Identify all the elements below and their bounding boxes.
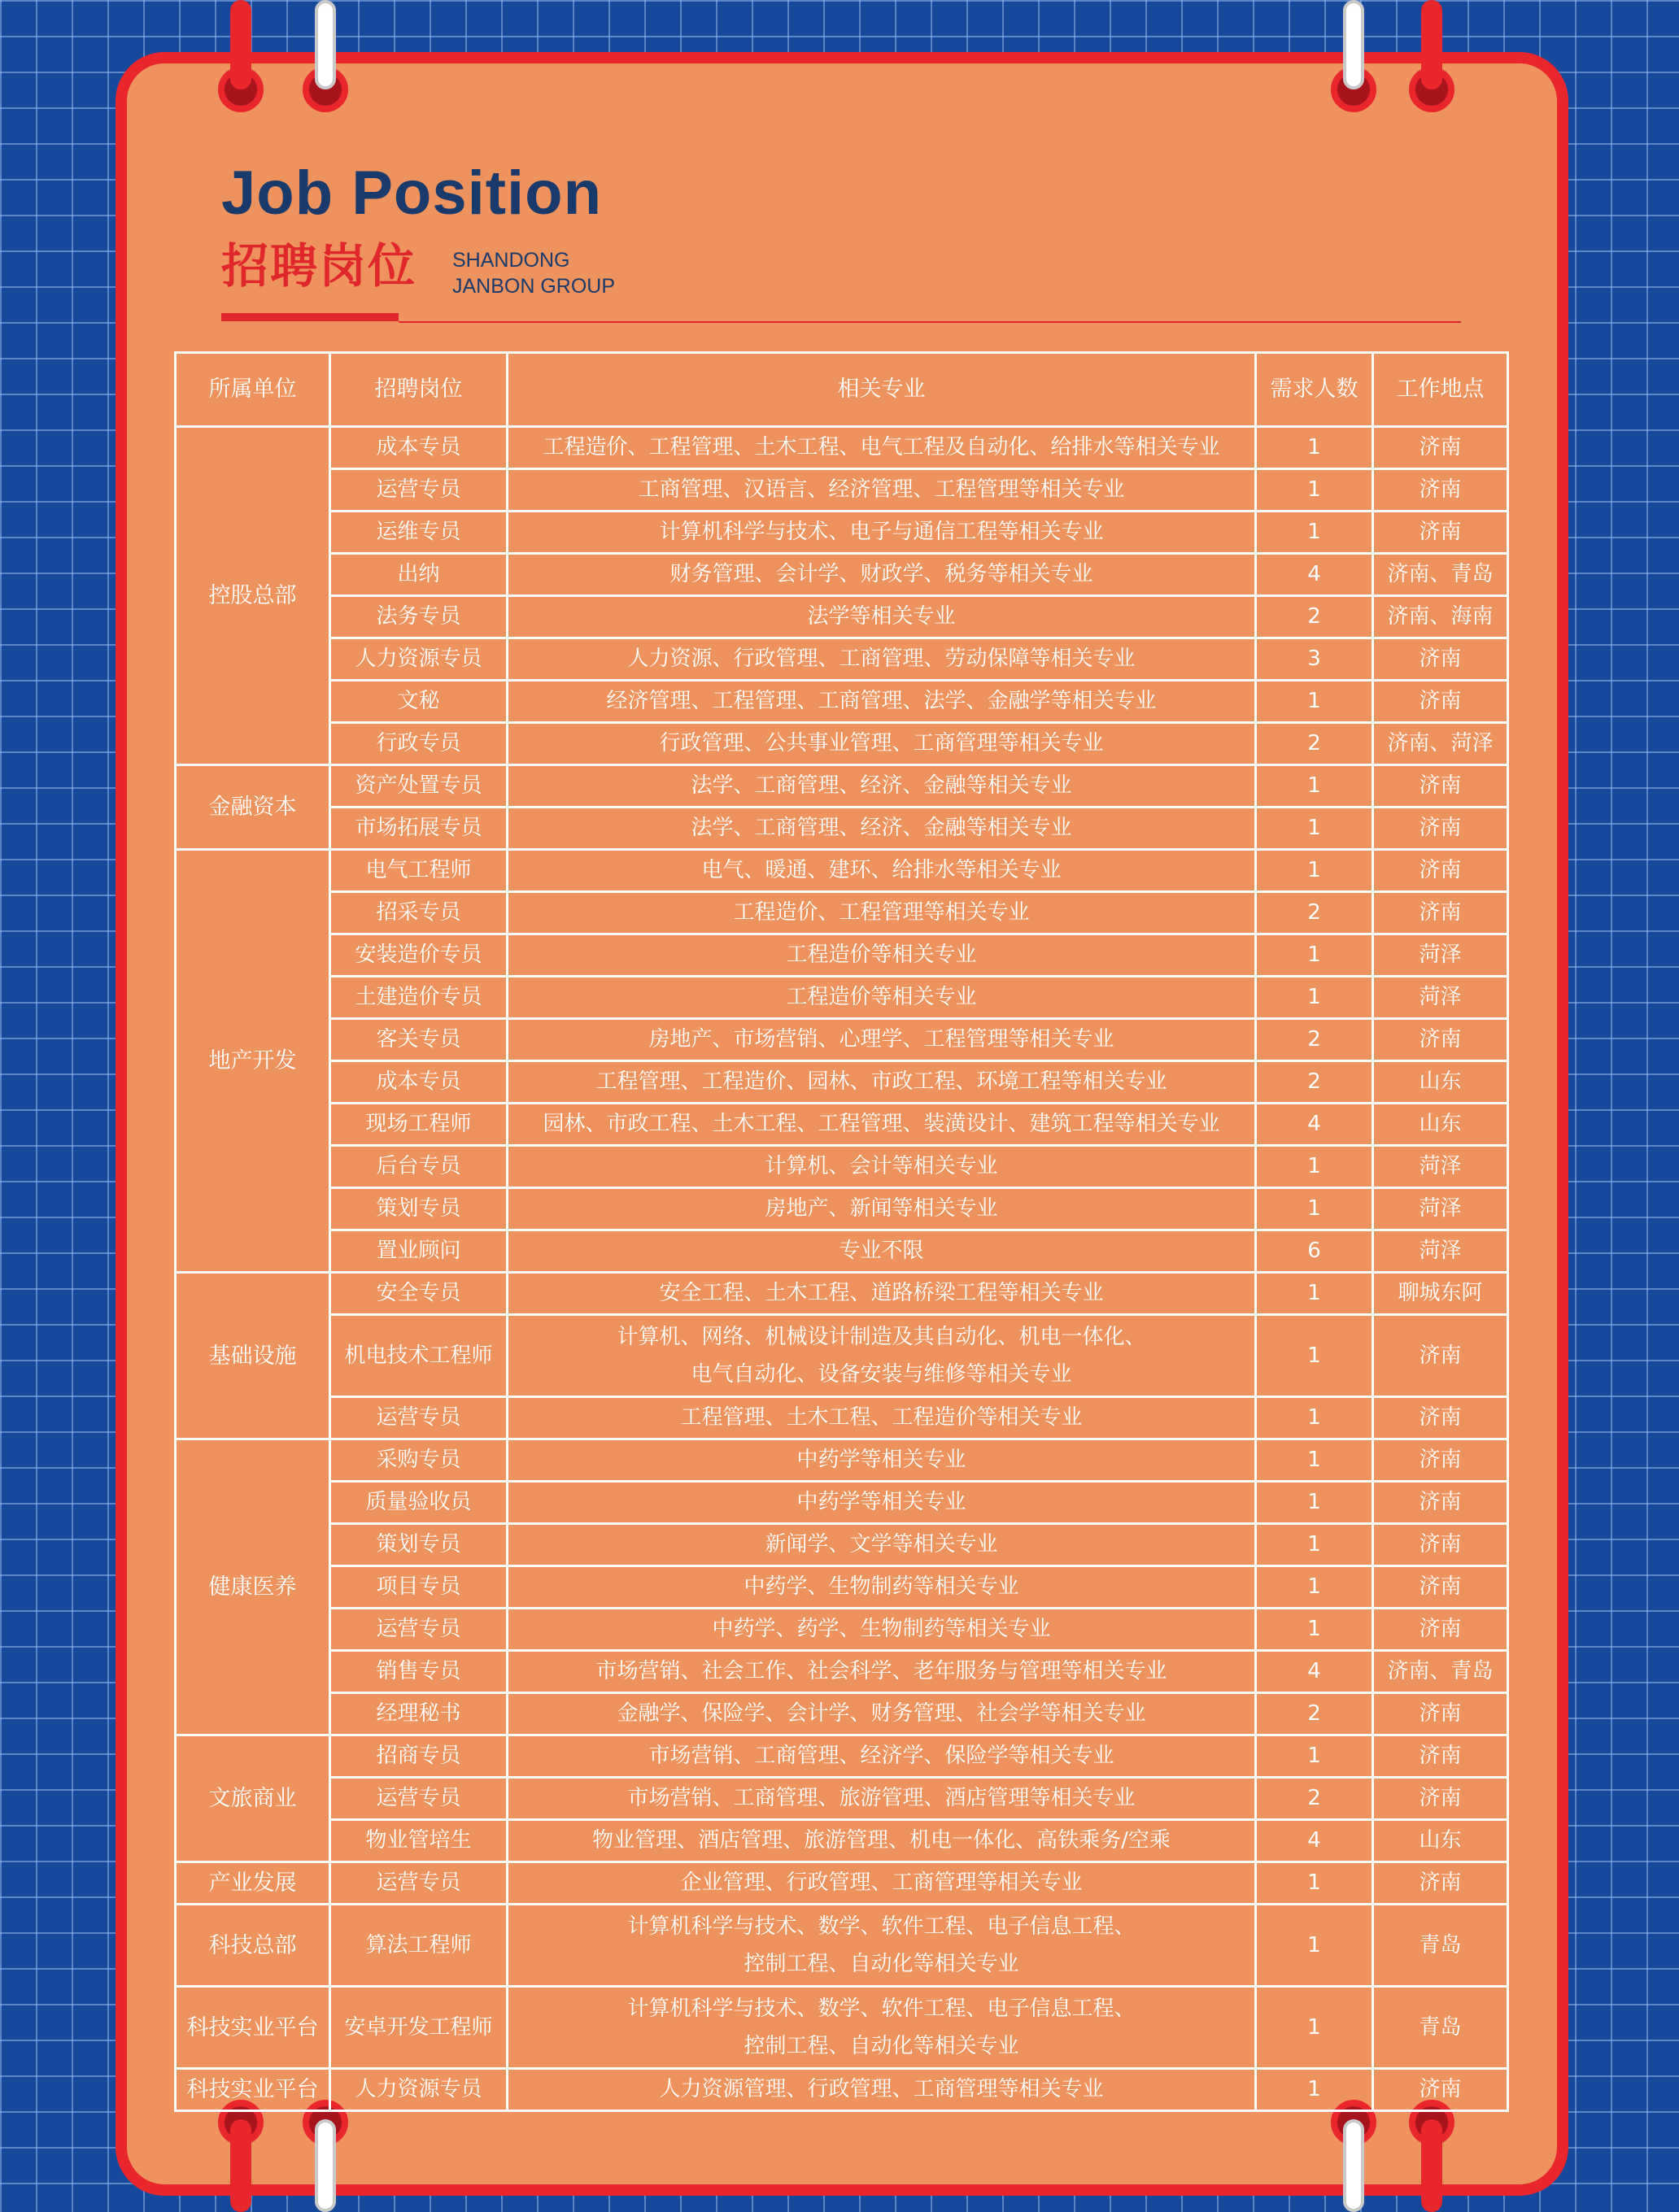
major-cell: 工程管理、工程造价、园林、市政工程、环境工程等相关专业 xyxy=(508,1061,1256,1104)
position-cell: 出纳 xyxy=(330,554,508,596)
unit-cell: 健康医养 xyxy=(176,1439,330,1735)
count-cell: 1 xyxy=(1256,1315,1373,1397)
major-cell: 金融学、保险学、会计学、财务管理、社会学等相关专业 xyxy=(508,1693,1256,1735)
count-cell: 1 xyxy=(1256,1987,1373,2069)
major-cell: 中药学等相关专业 xyxy=(508,1439,1256,1482)
company-name xyxy=(452,247,615,299)
table-row xyxy=(176,512,1508,554)
binder-ring-top-4 xyxy=(1421,0,1442,89)
location-cell: 菏泽 xyxy=(1373,1146,1508,1188)
count-cell: 1 xyxy=(1256,1188,1373,1230)
table-row xyxy=(176,1315,1508,1397)
title-underline xyxy=(399,321,1461,323)
unit-cell: 产业发展 xyxy=(176,1862,330,1905)
position-cell: 人力资源专员 xyxy=(330,2069,508,2111)
position-cell: 行政专员 xyxy=(330,723,508,765)
position-cell: 质量验收员 xyxy=(330,1482,508,1524)
count-cell: 4 xyxy=(1256,1820,1373,1862)
count-cell: 2 xyxy=(1256,1061,1373,1104)
location-cell: 青岛 xyxy=(1373,1987,1508,2069)
table-row xyxy=(176,681,1508,723)
major-cell: 中药学、药学、生物制药等相关专业 xyxy=(508,1609,1256,1651)
table-row xyxy=(176,850,1508,892)
table-row xyxy=(176,1735,1508,1778)
location-cell: 济南、菏泽 xyxy=(1373,723,1508,765)
location-cell: 济南 xyxy=(1373,1566,1508,1609)
major-cell: 房地产、新闻等相关专业 xyxy=(508,1188,1256,1230)
major-cell: 安全工程、土木工程、道路桥梁工程等相关专业 xyxy=(508,1273,1256,1315)
position-cell: 运营专员 xyxy=(330,469,508,512)
table-row xyxy=(176,1104,1508,1146)
major-cell: 计算机科学与技术、电子与通信工程等相关专业 xyxy=(508,512,1256,554)
table-row xyxy=(176,1693,1508,1735)
location-cell: 聊城东阿 xyxy=(1373,1273,1508,1315)
major-cell xyxy=(508,1987,1256,2069)
location-cell: 济南 xyxy=(1373,1482,1508,1524)
location-cell: 山东 xyxy=(1373,1820,1508,1862)
count-cell: 2 xyxy=(1256,1019,1373,1061)
location-cell: 济南 xyxy=(1373,1397,1508,1439)
major-cell: 新闻学、文学等相关专业 xyxy=(508,1524,1256,1566)
major-cell xyxy=(508,1315,1256,1397)
column-header-location: 工作地点 xyxy=(1373,353,1508,427)
binder-ring-top-3 xyxy=(1343,0,1364,89)
major-cell: 经济管理、工程管理、工商管理、法学、金融学等相关专业 xyxy=(508,681,1256,723)
table-row xyxy=(176,469,1508,512)
location-cell: 济南、海南 xyxy=(1373,596,1508,638)
job-position-table xyxy=(174,351,1509,2112)
position-cell: 运营专员 xyxy=(330,1778,508,1820)
major-cell xyxy=(508,1905,1256,1987)
location-cell: 菏泽 xyxy=(1373,1188,1508,1230)
location-cell: 济南 xyxy=(1373,1778,1508,1820)
major-cell: 计算机、会计等相关专业 xyxy=(508,1146,1256,1188)
position-cell: 安卓开发工程师 xyxy=(330,1987,508,2069)
major-cell: 法学、工商管理、经济、金融等相关专业 xyxy=(508,808,1256,850)
table-row xyxy=(176,934,1508,977)
major-cell: 企业管理、行政管理、工商管理等相关专业 xyxy=(508,1862,1256,1905)
count-cell: 6 xyxy=(1256,1230,1373,1273)
table-row xyxy=(176,1820,1508,1862)
count-cell: 2 xyxy=(1256,596,1373,638)
position-cell: 物业管培生 xyxy=(330,1820,508,1862)
position-cell: 销售专员 xyxy=(330,1651,508,1693)
count-cell: 1 xyxy=(1256,1566,1373,1609)
location-cell: 济南、青岛 xyxy=(1373,554,1508,596)
count-cell: 1 xyxy=(1256,1397,1373,1439)
table-row xyxy=(176,1651,1508,1693)
location-cell: 济南 xyxy=(1373,1609,1508,1651)
location-cell: 菏泽 xyxy=(1373,1230,1508,1273)
count-cell: 1 xyxy=(1256,2069,1373,2111)
location-cell: 菏泽 xyxy=(1373,977,1508,1019)
unit-cell: 基础设施 xyxy=(176,1273,330,1439)
count-cell: 1 xyxy=(1256,1735,1373,1778)
count-cell: 1 xyxy=(1256,512,1373,554)
count-cell: 1 xyxy=(1256,469,1373,512)
count-cell: 1 xyxy=(1256,1905,1373,1987)
position-cell: 安全专员 xyxy=(330,1273,508,1315)
location-cell: 山东 xyxy=(1373,1061,1508,1104)
position-cell: 运营专员 xyxy=(330,1862,508,1905)
count-cell: 2 xyxy=(1256,1778,1373,1820)
count-cell: 1 xyxy=(1256,977,1373,1019)
count-cell: 1 xyxy=(1256,427,1373,469)
count-cell: 1 xyxy=(1256,1862,1373,1905)
major-cell: 法学、工商管理、经济、金融等相关专业 xyxy=(508,765,1256,808)
major-cell: 中药学、生物制药等相关专业 xyxy=(508,1566,1256,1609)
table-row xyxy=(176,2069,1508,2111)
major-line-1: 计算机、网络、机械设计制造及其自动化、机电一体化、 xyxy=(617,1325,1146,1349)
major-cell: 工程造价等相关专业 xyxy=(508,934,1256,977)
count-cell: 1 xyxy=(1256,808,1373,850)
count-cell: 1 xyxy=(1256,1609,1373,1651)
location-cell: 山东 xyxy=(1373,1104,1508,1146)
count-cell: 1 xyxy=(1256,1524,1373,1566)
table-row xyxy=(176,1524,1508,1566)
major-cell: 人力资源、行政管理、工商管理、劳动保障等相关专业 xyxy=(508,638,1256,681)
location-cell: 济南 xyxy=(1373,850,1508,892)
position-cell: 人力资源专员 xyxy=(330,638,508,681)
position-cell: 运营专员 xyxy=(330,1397,508,1439)
location-cell: 济南 xyxy=(1373,1315,1508,1397)
major-cell: 房地产、市场营销、心理学、工程管理等相关专业 xyxy=(508,1019,1256,1061)
position-cell: 后台专员 xyxy=(330,1146,508,1188)
unit-cell: 地产开发 xyxy=(176,850,330,1273)
major-line-2: 控制工程、自动化等相关专业 xyxy=(744,1952,1019,1976)
count-cell: 1 xyxy=(1256,681,1373,723)
table-row xyxy=(176,1439,1508,1482)
location-cell: 济南 xyxy=(1373,808,1508,850)
table-row xyxy=(176,808,1508,850)
count-cell: 1 xyxy=(1256,934,1373,977)
count-cell: 4 xyxy=(1256,1651,1373,1693)
major-cell: 电气、暖通、建环、给排水等相关专业 xyxy=(508,850,1256,892)
company-name-line2: JANBON GROUP xyxy=(452,275,616,298)
position-cell: 置业顾问 xyxy=(330,1230,508,1273)
position-cell: 安装造价专员 xyxy=(330,934,508,977)
count-cell: 2 xyxy=(1256,892,1373,934)
title-underline-accent xyxy=(221,313,399,321)
position-cell: 策划专员 xyxy=(330,1188,508,1230)
unit-cell: 文旅商业 xyxy=(176,1735,330,1862)
location-cell: 济南 xyxy=(1373,1439,1508,1482)
major-cell: 工程造价、工程管理等相关专业 xyxy=(508,892,1256,934)
location-cell: 济南 xyxy=(1373,427,1508,469)
page-title-cn: 招聘岗位 xyxy=(221,238,417,294)
binder-ring-bottom-2 xyxy=(315,2119,336,2212)
location-cell: 济南 xyxy=(1373,638,1508,681)
major-cell: 法学等相关专业 xyxy=(508,596,1256,638)
count-cell: 4 xyxy=(1256,554,1373,596)
position-cell: 市场拓展专员 xyxy=(330,808,508,850)
location-cell: 济南 xyxy=(1373,512,1508,554)
position-cell: 招商专员 xyxy=(330,1735,508,1778)
table-row xyxy=(176,1778,1508,1820)
unit-cell: 科技总部 xyxy=(176,1905,330,1987)
count-cell: 2 xyxy=(1256,723,1373,765)
binder-ring-bottom-1 xyxy=(230,2119,251,2212)
position-cell: 现场工程师 xyxy=(330,1104,508,1146)
location-cell: 济南 xyxy=(1373,1862,1508,1905)
table-row xyxy=(176,1273,1508,1315)
count-cell: 3 xyxy=(1256,638,1373,681)
position-cell: 采购专员 xyxy=(330,1439,508,1482)
table-row xyxy=(176,1482,1508,1524)
table-row xyxy=(176,765,1508,808)
position-cell: 运营专员 xyxy=(330,1609,508,1651)
column-header-major: 相关专业 xyxy=(508,353,1256,427)
table-row xyxy=(176,596,1508,638)
position-cell: 电气工程师 xyxy=(330,850,508,892)
position-cell: 文秘 xyxy=(330,681,508,723)
binder-ring-bottom-3 xyxy=(1343,2119,1364,2212)
major-cell: 工程造价等相关专业 xyxy=(508,977,1256,1019)
column-header-position: 招聘岗位 xyxy=(330,353,508,427)
major-cell: 工商管理、汉语言、经济管理、工程管理等相关专业 xyxy=(508,469,1256,512)
table-row xyxy=(176,554,1508,596)
major-cell: 人力资源管理、行政管理、工商管理等相关专业 xyxy=(508,2069,1256,2111)
company-name-line1: SHANDONG xyxy=(452,249,570,272)
position-cell: 土建造价专员 xyxy=(330,977,508,1019)
table-row xyxy=(176,1061,1508,1104)
position-cell: 招采专员 xyxy=(330,892,508,934)
major-cell: 市场营销、工商管理、旅游管理、酒店管理等相关专业 xyxy=(508,1778,1256,1820)
location-cell: 济南 xyxy=(1373,1524,1508,1566)
location-cell: 济南 xyxy=(1373,681,1508,723)
location-cell: 青岛 xyxy=(1373,1905,1508,1987)
table-row xyxy=(176,1905,1508,1987)
count-cell: 1 xyxy=(1256,1439,1373,1482)
location-cell: 济南、青岛 xyxy=(1373,1651,1508,1693)
table-row xyxy=(176,1609,1508,1651)
location-cell: 济南 xyxy=(1373,1735,1508,1778)
position-cell: 策划专员 xyxy=(330,1524,508,1566)
position-cell: 机电技术工程师 xyxy=(330,1315,508,1397)
table-row xyxy=(176,638,1508,681)
table-header-row xyxy=(176,353,1508,427)
position-cell: 成本专员 xyxy=(330,427,508,469)
position-cell: 资产处置专员 xyxy=(330,765,508,808)
major-cell: 物业管理、酒店管理、旅游管理、机电一体化、高铁乘务/空乘 xyxy=(508,1820,1256,1862)
table-row xyxy=(176,977,1508,1019)
major-line-1: 计算机科学与技术、数学、软件工程、电子信息工程、 xyxy=(627,1914,1136,1939)
major-cell: 市场营销、工商管理、经济学、保险学等相关专业 xyxy=(508,1735,1256,1778)
table-row xyxy=(176,1146,1508,1188)
major-cell: 行政管理、公共事业管理、工商管理等相关专业 xyxy=(508,723,1256,765)
position-cell: 法务专员 xyxy=(330,596,508,638)
binder-ring-bottom-4 xyxy=(1421,2119,1442,2212)
position-cell: 项目专员 xyxy=(330,1566,508,1609)
unit-cell: 控股总部 xyxy=(176,427,330,765)
binder-ring-top-2 xyxy=(315,0,336,89)
position-cell: 客关专员 xyxy=(330,1019,508,1061)
major-cell: 园林、市政工程、土木工程、工程管理、装潢设计、建筑工程等相关专业 xyxy=(508,1104,1256,1146)
major-line-2: 控制工程、自动化等相关专业 xyxy=(744,2034,1019,2058)
page-title-en: Job Position xyxy=(221,159,602,228)
count-cell: 1 xyxy=(1256,1482,1373,1524)
major-cell: 专业不限 xyxy=(508,1230,1256,1273)
major-cell: 中药学等相关专业 xyxy=(508,1482,1256,1524)
binder-ring-top-1 xyxy=(230,0,251,89)
location-cell: 济南 xyxy=(1373,2069,1508,2111)
table-row xyxy=(176,427,1508,469)
major-line-1: 计算机科学与技术、数学、软件工程、电子信息工程、 xyxy=(627,1996,1136,2021)
major-cell: 工程管理、土木工程、工程造价等相关专业 xyxy=(508,1397,1256,1439)
table-row xyxy=(176,1019,1508,1061)
location-cell: 菏泽 xyxy=(1373,934,1508,977)
position-cell: 运维专员 xyxy=(330,512,508,554)
count-cell: 1 xyxy=(1256,850,1373,892)
major-cell: 财务管理、会计学、财政学、税务等相关专业 xyxy=(508,554,1256,596)
location-cell: 济南 xyxy=(1373,765,1508,808)
position-cell: 成本专员 xyxy=(330,1061,508,1104)
location-cell: 济南 xyxy=(1373,1019,1508,1061)
unit-cell: 金融资本 xyxy=(176,765,330,850)
count-cell: 1 xyxy=(1256,1273,1373,1315)
position-cell: 算法工程师 xyxy=(330,1905,508,1987)
table-row xyxy=(176,1230,1508,1273)
table-row xyxy=(176,1188,1508,1230)
location-cell: 济南 xyxy=(1373,469,1508,512)
table-row xyxy=(176,723,1508,765)
table-row xyxy=(176,1566,1508,1609)
table-row xyxy=(176,1862,1508,1905)
major-cell: 市场营销、社会工作、社会科学、老年服务与管理等相关专业 xyxy=(508,1651,1256,1693)
count-cell: 2 xyxy=(1256,1693,1373,1735)
location-cell: 济南 xyxy=(1373,892,1508,934)
count-cell: 1 xyxy=(1256,1146,1373,1188)
position-cell: 经理秘书 xyxy=(330,1693,508,1735)
major-cell: 工程造价、工程管理、土木工程、电气工程及自动化、给排水等相关专业 xyxy=(508,427,1256,469)
major-line-2: 电气自动化、设备安装与维修等相关专业 xyxy=(691,1362,1072,1387)
location-cell: 济南 xyxy=(1373,1693,1508,1735)
unit-cell: 科技实业平台 xyxy=(176,1987,330,2069)
table-row xyxy=(176,1987,1508,2069)
unit-cell: 科技实业平台 xyxy=(176,2069,330,2111)
table-row xyxy=(176,892,1508,934)
table-row xyxy=(176,1397,1508,1439)
column-header-count: 需求人数 xyxy=(1256,353,1373,427)
column-header-unit: 所属单位 xyxy=(176,353,330,427)
count-cell: 1 xyxy=(1256,765,1373,808)
table-body xyxy=(176,427,1508,2111)
count-cell: 4 xyxy=(1256,1104,1373,1146)
